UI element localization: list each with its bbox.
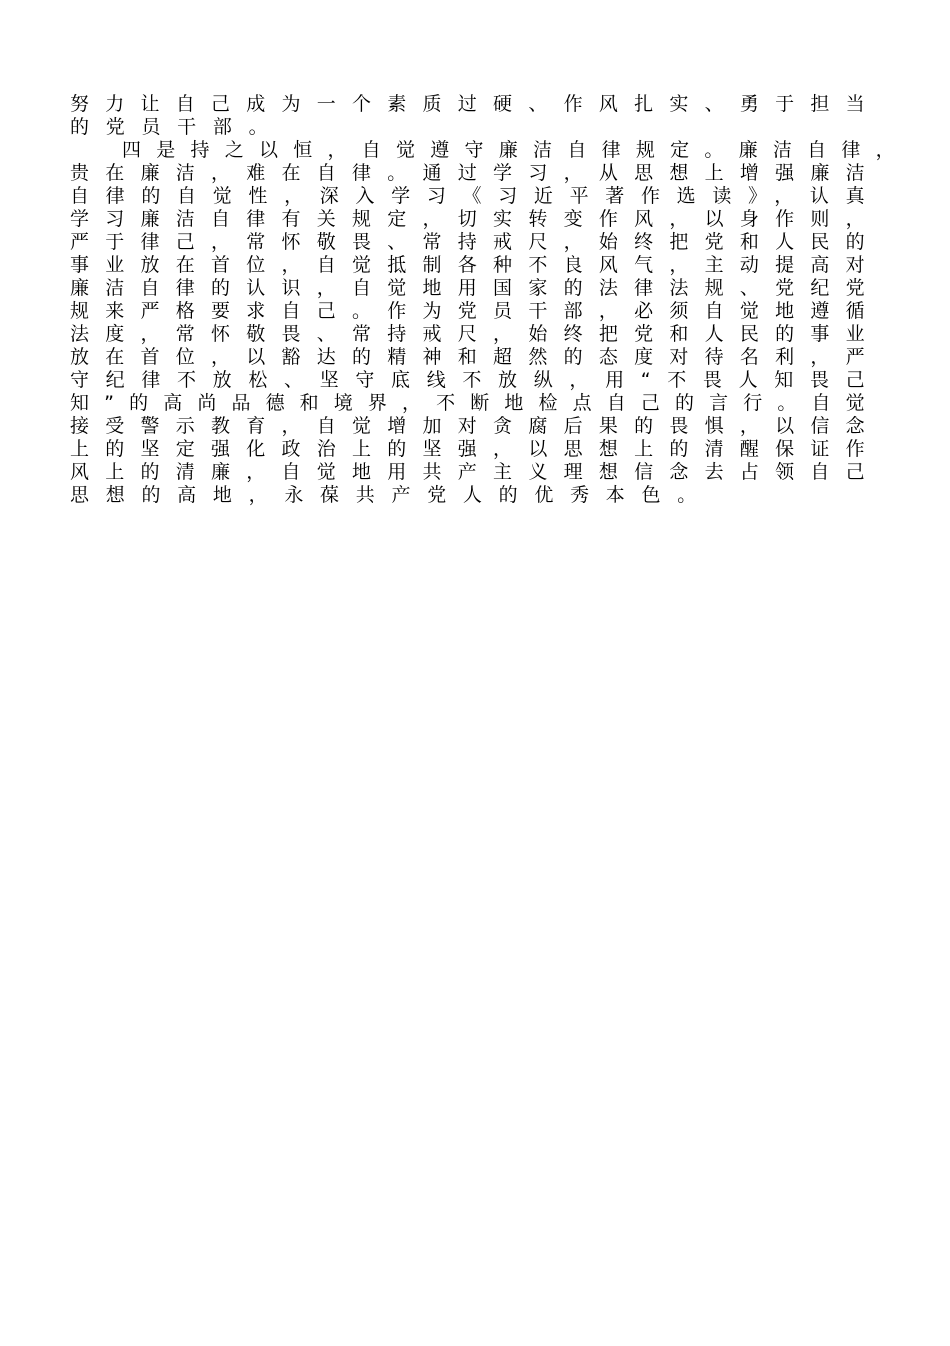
- text-line: 上的坚定强化政治上的坚强，以思想上的清醒保证作: [70, 438, 865, 460]
- paragraph-start-line: 四是持之以恒，自觉遵守廉洁自律规定。廉洁自律，: [122, 139, 895, 161]
- text-line: 贵在廉洁，难在自律。通过学习，从思想上增强廉洁: [70, 162, 865, 184]
- text-line: 学习廉洁自律有关规定，切实转变作风，以身作则，: [70, 208, 865, 230]
- text-line: 放在首位，以豁达的精神和超然的态度对待名利，严: [70, 346, 865, 368]
- text-line: 廉洁自律的认识，自觉地用国家的法律法规、党纪党: [70, 277, 865, 299]
- text-line: 规来严格要求自己。作为党员干部，必须自觉地遵循: [70, 300, 865, 322]
- text-line: 接受警示教育，自觉增加对贪腐后果的畏惧，以信念: [70, 415, 865, 437]
- text-line: 法度，常怀敬畏、常持戒尺，始终把党和人民的事业: [70, 323, 865, 345]
- text-line: 努力让自己成为一个素质过硬、作风扎实、勇于担当: [70, 93, 865, 115]
- text-line: 严于律己，常怀敬畏、常持戒尺，始终把党和人民的: [70, 231, 865, 253]
- text-line: 自律的自觉性，深入学习《习近平著作选读》，认真: [70, 185, 865, 207]
- text-line: 事业放在首位，自觉抵制各种不良风气，主动提高对: [70, 254, 865, 276]
- text-line: 的党员干部。: [70, 116, 285, 138]
- text-line: 风上的清廉，自觉地用共产主义理想信念去占领自己: [70, 461, 865, 483]
- text-line: 守纪律不放松、坚守底线不放纵，用“不畏人知畏己: [70, 369, 865, 391]
- text-line: 知”的高尚品德和境界，不断地检点自己的言行。自觉: [70, 392, 865, 414]
- text-line: 思想的高地，永葆共产党人的优秀本色。: [70, 484, 713, 506]
